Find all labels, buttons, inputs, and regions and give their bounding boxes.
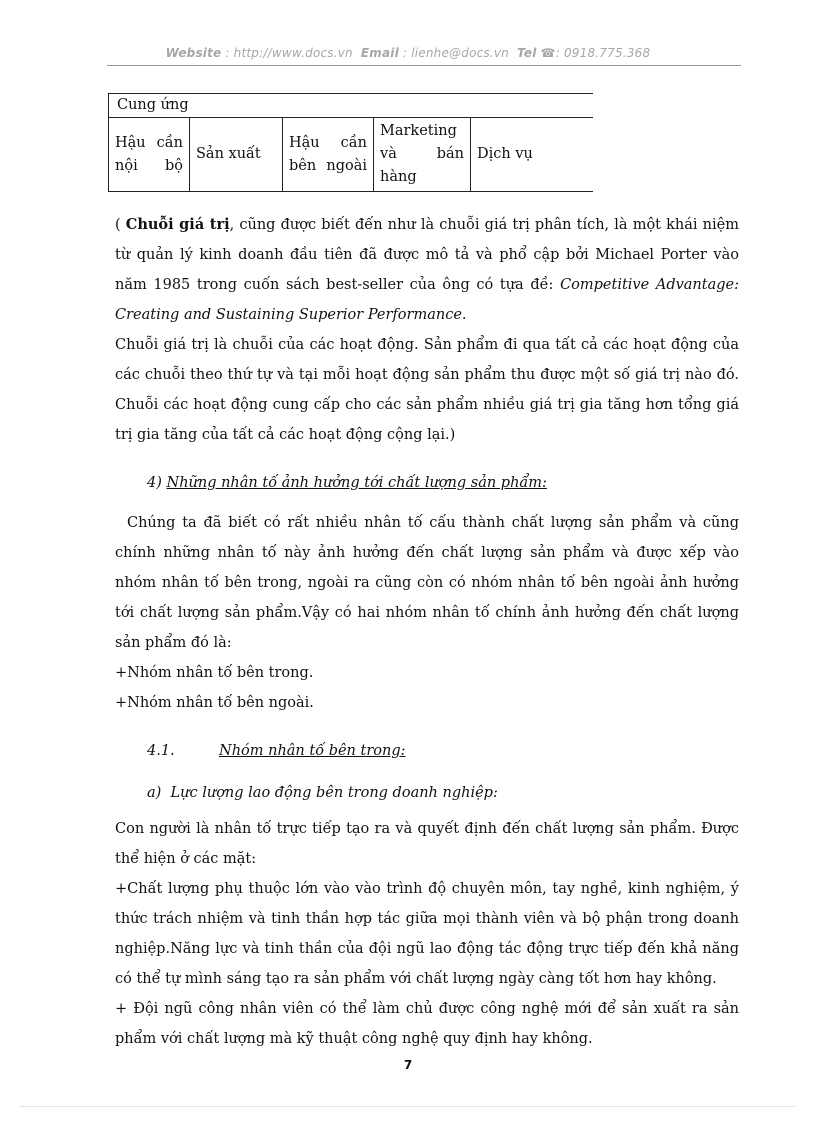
subsection-heading-a: a) Lực lượng lao động bên trong doanh nghiệp: — [147, 785, 498, 801]
email-label: Email — [360, 46, 399, 60]
website-label: Website — [165, 46, 222, 60]
book-title: Competitive Advantage: Creating and Sustaining Superior Performance — [115, 277, 739, 323]
page-header — [0, 46, 816, 60]
document-body — [115, 210, 739, 1054]
quality-skill-paragraph: +Chất lượng phụ thuộc lớn vào vào trình độ chuyên môn, tay nghề, kinh nghiệm, ý thức trách nhiệm và tinh thần hợp tác giữa mọi thành viên và bộ phận trong doanh nghiệp.Năng lực và tinh thần của đội ngũ lao động tác động trực tiếp đến khả năng có thể tự mình sáng tạo ra sản phẩm với chất lượng ngày càng tốt hơn hay không. — [115, 881, 739, 987]
email-address: : lienhe@docs.vn — [402, 46, 509, 60]
chain-cell-operations: Sản xuất — [190, 118, 283, 192]
value-chain-paragraph: Chuỗi giá trị là chuỗi của các hoạt động. Sản phẩm đi qua tất cả các hoạt động của các chuỗi theo thứ tự và tại mỗi hoạt động sản phẩm thu được một số giá trị nào đó. Chuỗi các hoạt động cung cấp cho các sản phẩm nhiều giá trị gia tăng hơn tổng giá trị gia tăng của tất cả các hoạt động cộng lại.) — [115, 337, 739, 443]
value-chain-table — [108, 93, 593, 192]
section-heading-4: 4) Những nhân tố ảnh hưởng tới chất lượng sản phẩm: — [147, 475, 547, 491]
subsection-a-title: Lực lượng lao động bên trong doanh nghiệp: — [170, 785, 498, 801]
technology-mastery-paragraph: + Đội ngũ công nhân viên có thể làm chủ được công nghệ mới để sản xuất ra sản phẩm với chất lượng mà kỹ thuật công nghệ quy định hay không. — [115, 1001, 739, 1047]
footer-divider — [20, 1106, 796, 1107]
support-activity-label: Cung ứng — [117, 97, 189, 113]
section-4-1-title: Nhóm nhân tố bên trong: — [219, 743, 406, 759]
page-number: 7 — [403, 1058, 413, 1072]
header-divider — [107, 65, 741, 66]
chain-cell-service: Dịch vụ — [471, 118, 594, 192]
factors-paragraph: Chúng ta đã biết có rất nhiều nhân tố cấu thành chất lượng sản phẩm và cũng chính những nhân tố này ảnh hưởng đến chất lượng sản phẩm và được xếp vào nhóm nhân tố bên trong, ngoài ra cũng còn có nhóm nhân tố bên ngoài ảnh hưởng tới chất lượng sản phẩm.Vậy có hai nhóm nhân tố chính ảnh hưởng đến chất lượng sản phẩm đó là: — [115, 515, 739, 651]
intro-paragraph: ( Chuỗi giá trị, cũng được biết đến như là chuỗi giá trị phân tích, là một khái niệm từ quản lý kinh doanh đầu tiên đã được mô tả và phổ cập bởi Michael Porter vào năm 1985 trong cuốn sách best-seller của ông có tựa đề: Competitive Advantage: Creating and Sustaining Superior Performance. — [115, 216, 739, 323]
section-4-title: Những nhân tố ảnh hưởng tới chất lượng sản phẩm: — [166, 475, 547, 491]
value-chain-term: Chuỗi giá trị — [125, 216, 230, 233]
workforce-paragraph: Con người là nhân tố trực tiếp tạo ra và quyết định đến chất lượng sản phẩm. Được thể hiện ở các mặt: — [115, 821, 739, 867]
bullet-inner-factors: +Nhóm nhân tố bên trong. — [115, 665, 314, 681]
section-heading-4-1: 4.1. Nhóm nhân tố bên trong: — [147, 743, 406, 759]
chain-cell-inbound-logistics: Hậu cần nội bộ — [109, 118, 190, 192]
chain-cell-outbound-logistics: Hậu cần bên ngoài — [283, 118, 374, 192]
support-activity-cell — [109, 94, 594, 118]
chain-cell-marketing-sales: Marketing và bán hàng — [374, 118, 471, 192]
website-url: : http://www.docs.vn — [225, 46, 353, 60]
tel-label: Tel — [517, 46, 537, 60]
bullet-outer-factors: +Nhóm nhân tố bên ngoài. — [115, 695, 314, 711]
phone-number: ☎: 0918.775.368 — [540, 46, 651, 60]
